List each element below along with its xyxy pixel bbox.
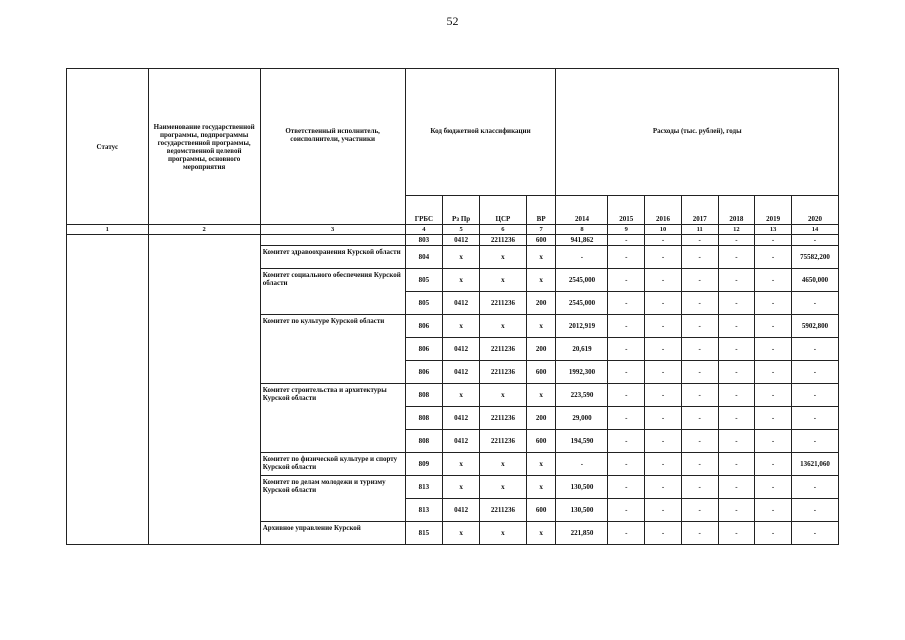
- value-cell: -: [645, 246, 682, 269]
- value-cell: 813: [405, 476, 443, 499]
- value-cell: -: [791, 338, 838, 361]
- value-cell: -: [791, 235, 838, 246]
- column-number-cell: 10: [645, 225, 682, 235]
- subheader-cell: 2019: [755, 196, 792, 225]
- column-number-cell: 1: [67, 225, 149, 235]
- value-cell: 20,619: [556, 338, 608, 361]
- subheader-cell: 2016: [645, 196, 682, 225]
- value-cell: -: [755, 235, 792, 246]
- value-cell: -: [645, 235, 682, 246]
- value-cell: 130,500: [556, 499, 608, 522]
- value-cell: х: [443, 453, 480, 476]
- value-cell: 813: [405, 499, 443, 522]
- value-cell: -: [608, 522, 645, 545]
- value-cell: 0412: [443, 235, 480, 246]
- value-cell: -: [608, 499, 645, 522]
- value-cell: -: [681, 453, 718, 476]
- executor-cell: Комитет по делам молодежи и туризму Курской области: [260, 476, 405, 522]
- value-cell: -: [681, 235, 718, 246]
- value-cell: -: [791, 430, 838, 453]
- value-cell: 0412: [443, 292, 480, 315]
- value-cell: 806: [405, 361, 443, 384]
- value-cell: -: [755, 361, 792, 384]
- value-cell: х: [526, 315, 556, 338]
- value-cell: -: [608, 453, 645, 476]
- value-cell: -: [755, 407, 792, 430]
- value-cell: 75582,200: [791, 246, 838, 269]
- value-cell: 2211236: [479, 499, 526, 522]
- value-cell: 200: [526, 407, 556, 430]
- value-cell: -: [608, 476, 645, 499]
- value-cell: -: [791, 361, 838, 384]
- value-cell: -: [608, 338, 645, 361]
- value-cell: -: [645, 269, 682, 292]
- value-cell: -: [755, 499, 792, 522]
- column-number-cell: 13: [755, 225, 792, 235]
- table-row: [67, 235, 839, 246]
- value-cell: х: [526, 522, 556, 545]
- value-cell: -: [645, 407, 682, 430]
- page-number: 52: [446, 14, 459, 28]
- column-number-cell: 8: [556, 225, 608, 235]
- value-cell: х: [526, 384, 556, 407]
- value-cell: -: [718, 407, 755, 430]
- value-cell: 808: [405, 407, 443, 430]
- value-cell: -: [718, 292, 755, 315]
- value-cell: -: [718, 361, 755, 384]
- value-cell: -: [755, 269, 792, 292]
- value-cell: -: [755, 430, 792, 453]
- value-cell: 223,590: [556, 384, 608, 407]
- value-cell: -: [755, 453, 792, 476]
- value-cell: -: [718, 476, 755, 499]
- value-cell: х: [526, 476, 556, 499]
- value-cell: -: [718, 430, 755, 453]
- value-cell: 804: [405, 246, 443, 269]
- value-cell: х: [479, 453, 526, 476]
- executor-header: Ответственный исполнитель, соисполнители, участники: [260, 69, 405, 225]
- status-header: Статус: [67, 69, 149, 225]
- value-cell: -: [681, 384, 718, 407]
- value-cell: -: [645, 315, 682, 338]
- value-cell: -: [718, 384, 755, 407]
- executor-cell: Комитет по культуре Курской области: [260, 315, 405, 384]
- value-cell: -: [718, 338, 755, 361]
- value-cell: 806: [405, 338, 443, 361]
- value-cell: -: [681, 407, 718, 430]
- value-cell: х: [526, 246, 556, 269]
- value-cell: 805: [405, 292, 443, 315]
- subheader-cell: 2015: [608, 196, 645, 225]
- value-cell: -: [755, 476, 792, 499]
- program-name-header: Наименование государственной программы, подпрограммы государственной программы, ведомственной целевой программы, основного мероприятия: [148, 69, 260, 225]
- value-cell: -: [645, 430, 682, 453]
- value-cell: х: [479, 246, 526, 269]
- value-cell: -: [755, 522, 792, 545]
- value-cell: х: [443, 315, 480, 338]
- value-cell: 2211236: [479, 235, 526, 246]
- value-cell: 806: [405, 315, 443, 338]
- value-cell: 815: [405, 522, 443, 545]
- value-cell: х: [443, 522, 480, 545]
- column-number-cell: 6: [479, 225, 526, 235]
- value-cell: 0412: [443, 361, 480, 384]
- value-cell: -: [681, 292, 718, 315]
- value-cell: -: [791, 499, 838, 522]
- value-cell: -: [791, 476, 838, 499]
- value-cell: -: [645, 292, 682, 315]
- value-cell: -: [608, 315, 645, 338]
- column-number-cell: 4: [405, 225, 443, 235]
- value-cell: 0412: [443, 407, 480, 430]
- value-cell: 600: [526, 499, 556, 522]
- value-cell: 2211236: [479, 361, 526, 384]
- column-number-row: [67, 225, 839, 235]
- value-cell: 2211236: [479, 292, 526, 315]
- value-cell: 2012,919: [556, 315, 608, 338]
- value-cell: -: [755, 384, 792, 407]
- value-cell: -: [718, 499, 755, 522]
- value-cell: -: [755, 338, 792, 361]
- value-cell: х: [526, 269, 556, 292]
- value-cell: -: [681, 246, 718, 269]
- value-cell: -: [645, 476, 682, 499]
- value-cell: -: [645, 499, 682, 522]
- value-cell: -: [608, 235, 645, 246]
- value-cell: -: [608, 292, 645, 315]
- value-cell: 2545,000: [556, 292, 608, 315]
- value-cell: -: [755, 315, 792, 338]
- value-cell: -: [681, 499, 718, 522]
- value-cell: 194,590: [556, 430, 608, 453]
- subheader-cell: 2020: [791, 196, 838, 225]
- value-cell: -: [608, 407, 645, 430]
- value-cell: 13621,060: [791, 453, 838, 476]
- value-cell: 130,500: [556, 476, 608, 499]
- value-cell: -: [718, 235, 755, 246]
- executor-cell: Архивное управление Курской: [260, 522, 405, 545]
- value-cell: х: [443, 246, 480, 269]
- value-cell: 803: [405, 235, 443, 246]
- value-cell: 0412: [443, 430, 480, 453]
- value-cell: -: [681, 522, 718, 545]
- status-cell: [67, 235, 149, 545]
- value-cell: -: [608, 361, 645, 384]
- value-cell: -: [608, 246, 645, 269]
- value-cell: -: [791, 384, 838, 407]
- value-cell: -: [791, 522, 838, 545]
- value-cell: -: [718, 246, 755, 269]
- value-cell: 200: [526, 338, 556, 361]
- executor-cell: Комитет по физической культуре и спорту Курской области: [260, 453, 405, 476]
- value-cell: 0412: [443, 338, 480, 361]
- value-cell: х: [443, 269, 480, 292]
- value-cell: 2211236: [479, 338, 526, 361]
- column-number-cell: 7: [526, 225, 556, 235]
- value-cell: х: [479, 476, 526, 499]
- value-cell: 808: [405, 384, 443, 407]
- value-cell: -: [681, 430, 718, 453]
- table-body: [67, 235, 839, 545]
- value-cell: -: [645, 384, 682, 407]
- value-cell: -: [608, 430, 645, 453]
- value-cell: -: [681, 338, 718, 361]
- column-number-cell: 3: [260, 225, 405, 235]
- budget-code-header: Код бюджетной классификации: [405, 69, 556, 196]
- value-cell: -: [556, 453, 608, 476]
- value-cell: 808: [405, 430, 443, 453]
- value-cell: -: [645, 361, 682, 384]
- column-number-cell: 12: [718, 225, 755, 235]
- value-cell: 29,000: [556, 407, 608, 430]
- value-cell: 5902,800: [791, 315, 838, 338]
- value-cell: 2211236: [479, 430, 526, 453]
- column-number-cell: 14: [791, 225, 838, 235]
- value-cell: -: [718, 453, 755, 476]
- value-cell: -: [681, 361, 718, 384]
- executor-cell: Комитет строительства и архитектуры Курской области: [260, 384, 405, 453]
- value-cell: 2545,000: [556, 269, 608, 292]
- value-cell: -: [791, 292, 838, 315]
- subheader-cell: ВР: [526, 196, 556, 225]
- value-cell: 600: [526, 235, 556, 246]
- value-cell: х: [443, 384, 480, 407]
- value-cell: -: [681, 269, 718, 292]
- value-cell: 4650,000: [791, 269, 838, 292]
- subheader-cell: ЦСР: [479, 196, 526, 225]
- value-cell: -: [645, 453, 682, 476]
- value-cell: 805: [405, 269, 443, 292]
- value-cell: -: [791, 407, 838, 430]
- value-cell: -: [681, 315, 718, 338]
- budget-table: [66, 68, 839, 545]
- value-cell: 1992,300: [556, 361, 608, 384]
- value-cell: х: [479, 522, 526, 545]
- column-number-cell: 2: [148, 225, 260, 235]
- value-cell: х: [479, 384, 526, 407]
- subheader-cell: 2014: [556, 196, 608, 225]
- value-cell: -: [755, 292, 792, 315]
- program-name-cell: [148, 235, 260, 545]
- value-cell: 0412: [443, 499, 480, 522]
- subheader-cell: 2018: [718, 196, 755, 225]
- value-cell: -: [718, 522, 755, 545]
- executor-cell: Комитет социального обеспечения Курской области: [260, 269, 405, 315]
- column-number-cell: 9: [608, 225, 645, 235]
- executor-cell: [260, 235, 405, 246]
- value-cell: -: [718, 315, 755, 338]
- value-cell: -: [755, 246, 792, 269]
- value-cell: -: [556, 246, 608, 269]
- subheader-cell: Рз Пр: [443, 196, 480, 225]
- value-cell: -: [608, 269, 645, 292]
- subheader-cell: 2017: [681, 196, 718, 225]
- value-cell: -: [645, 338, 682, 361]
- expenses-header: Расходы (тыс. рублей), годы: [556, 69, 839, 196]
- value-cell: х: [479, 315, 526, 338]
- value-cell: 2211236: [479, 407, 526, 430]
- value-cell: х: [443, 476, 480, 499]
- value-cell: х: [526, 453, 556, 476]
- value-cell: -: [645, 522, 682, 545]
- value-cell: 200: [526, 292, 556, 315]
- value-cell: 809: [405, 453, 443, 476]
- executor-cell: Комитет здравоохранения Курской области: [260, 246, 405, 269]
- value-cell: 600: [526, 430, 556, 453]
- column-number-cell: 5: [443, 225, 480, 235]
- value-cell: 941,862: [556, 235, 608, 246]
- value-cell: -: [681, 476, 718, 499]
- value-cell: 221,850: [556, 522, 608, 545]
- value-cell: х: [479, 269, 526, 292]
- column-number-cell: 11: [681, 225, 718, 235]
- subheader-cell: ГРБС: [405, 196, 443, 225]
- value-cell: -: [608, 384, 645, 407]
- value-cell: 600: [526, 361, 556, 384]
- value-cell: -: [718, 269, 755, 292]
